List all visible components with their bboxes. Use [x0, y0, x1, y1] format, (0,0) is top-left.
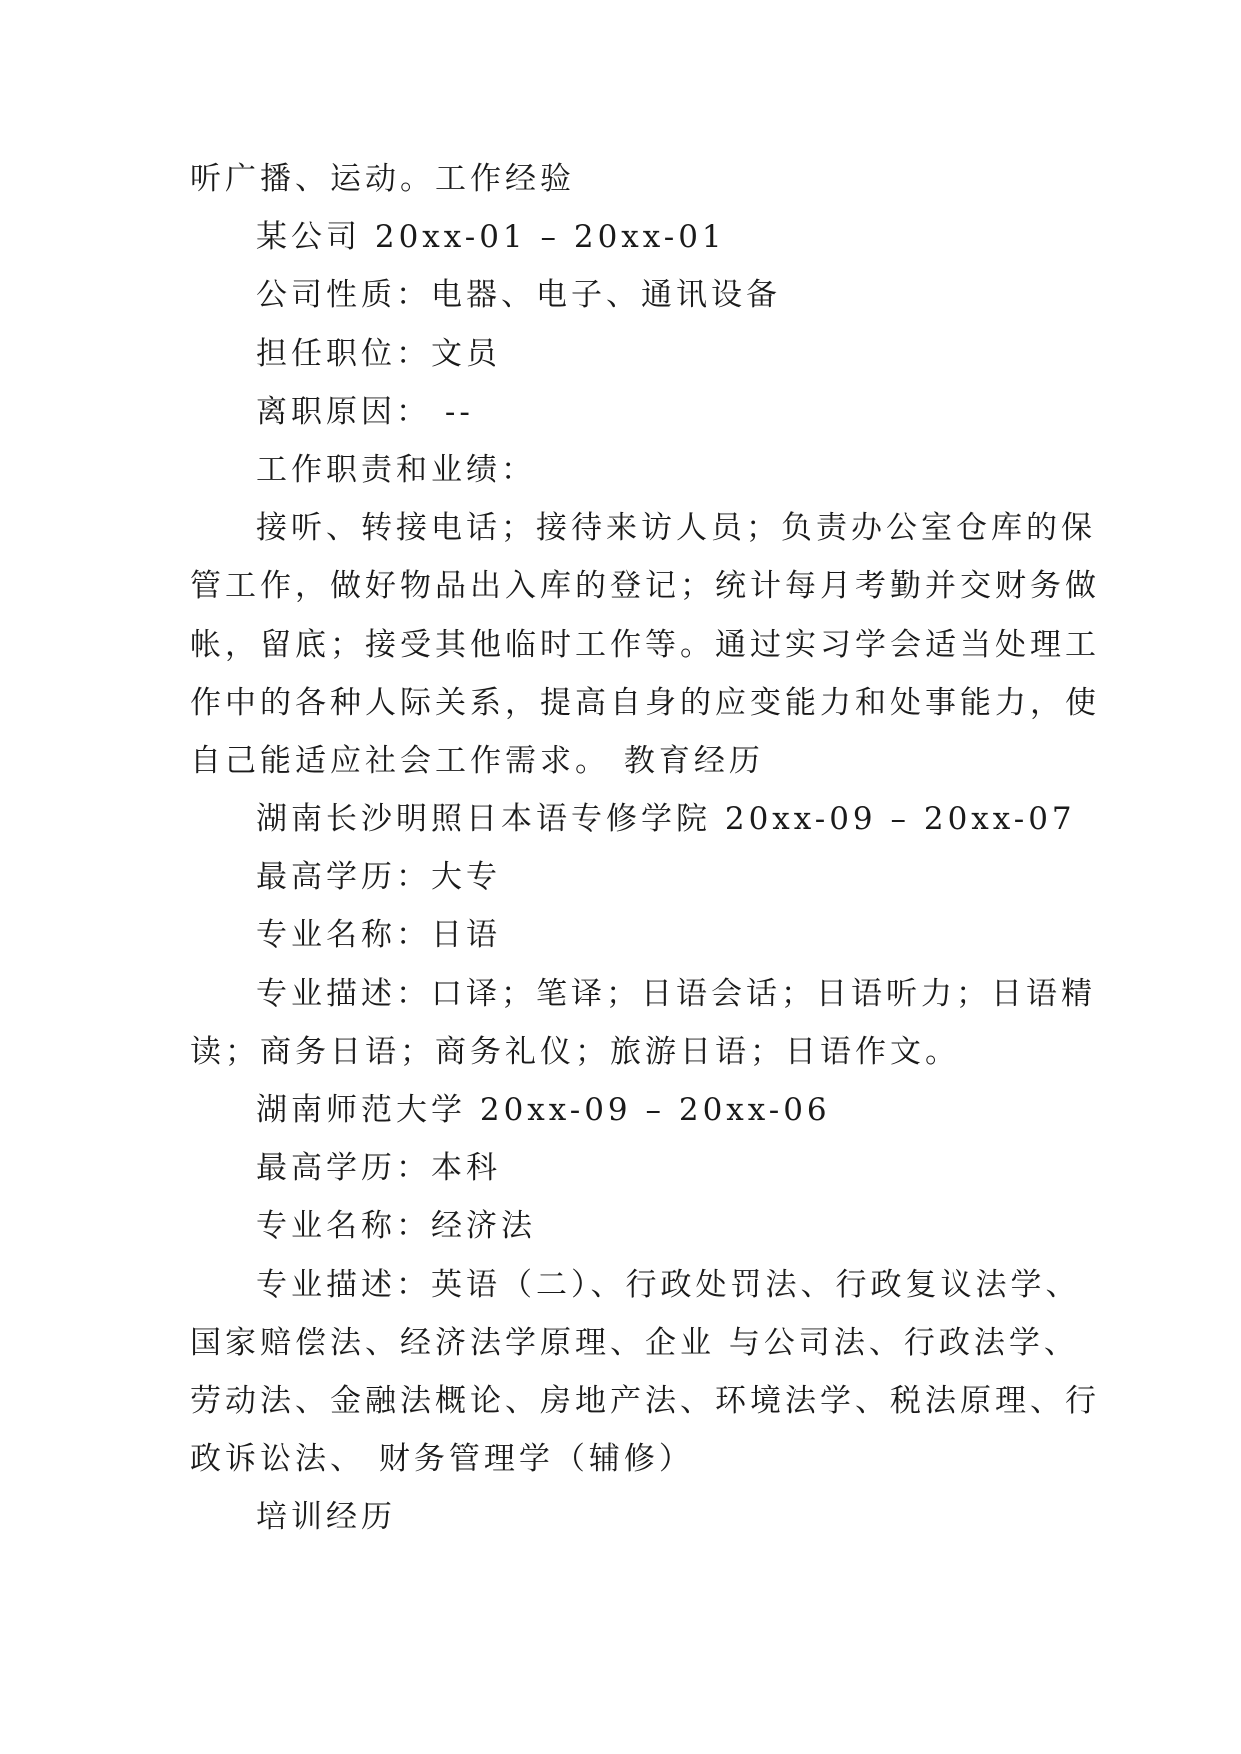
major-description: 读；商务日语；商务礼仪；旅游日语；日语作文。	[190, 1033, 960, 1070]
duties-text: 自己能适应社会工作需求。 教育经历	[190, 742, 764, 779]
document-body	[190, 150, 1100, 1547]
company-heading: 某公司 20xx-01 – 20xx-01	[256, 219, 726, 256]
duties-text: 接听、转接电话；接待来访人员；负责办公室仓库的保	[256, 510, 1096, 547]
highest-degree: 最高学历：本科	[256, 1150, 501, 1187]
leave-reason: 离职原因： --	[256, 393, 474, 430]
duties-text: 管工作，做好物品出入库的登记；统计每月考勤并交财务做	[190, 568, 1100, 605]
text-line: 听广播、运动。工作经验	[190, 161, 575, 197]
school-heading: 湖南师范大学 20xx-09 – 20xx-06	[256, 1092, 831, 1128]
duties-text: 作中的各种人际关系，提高自身的应变能力和处事能力，使	[190, 684, 1100, 721]
highest-degree: 最高学历：大专	[256, 859, 501, 896]
major-description: 劳动法、金融法概论、房地产法、环境法学、税法原理、行	[190, 1382, 1100, 1419]
duties-heading: 工作职责和业绩：	[256, 451, 536, 488]
major-description: 国家赔偿法、经济法学原理、企业 与公司法、行政法学、	[190, 1324, 1079, 1361]
major-description: 专业描述：英语（二）、行政处罚法、行政复议法学、	[256, 1266, 1081, 1303]
training-heading: 培训经历	[256, 1499, 396, 1536]
school-heading: 湖南长沙明照日本语专修学院 20xx-09 – 20xx-07	[256, 801, 1076, 838]
major-name: 专业名称：日语	[256, 917, 501, 954]
company-nature: 公司性质：电器、电子、通讯设备	[256, 277, 781, 314]
major-name: 专业名称：经济法	[256, 1208, 536, 1245]
major-description: 政诉讼法、 财务管理学（辅修）	[190, 1441, 694, 1478]
major-description: 专业描述：口译；笔译；日语会话；日语听力；日语精	[256, 975, 1096, 1012]
job-position: 担任职位：文员	[256, 335, 501, 372]
duties-text: 帐，留底；接受其他临时工作等。通过实习学会适当处理工	[190, 626, 1100, 663]
